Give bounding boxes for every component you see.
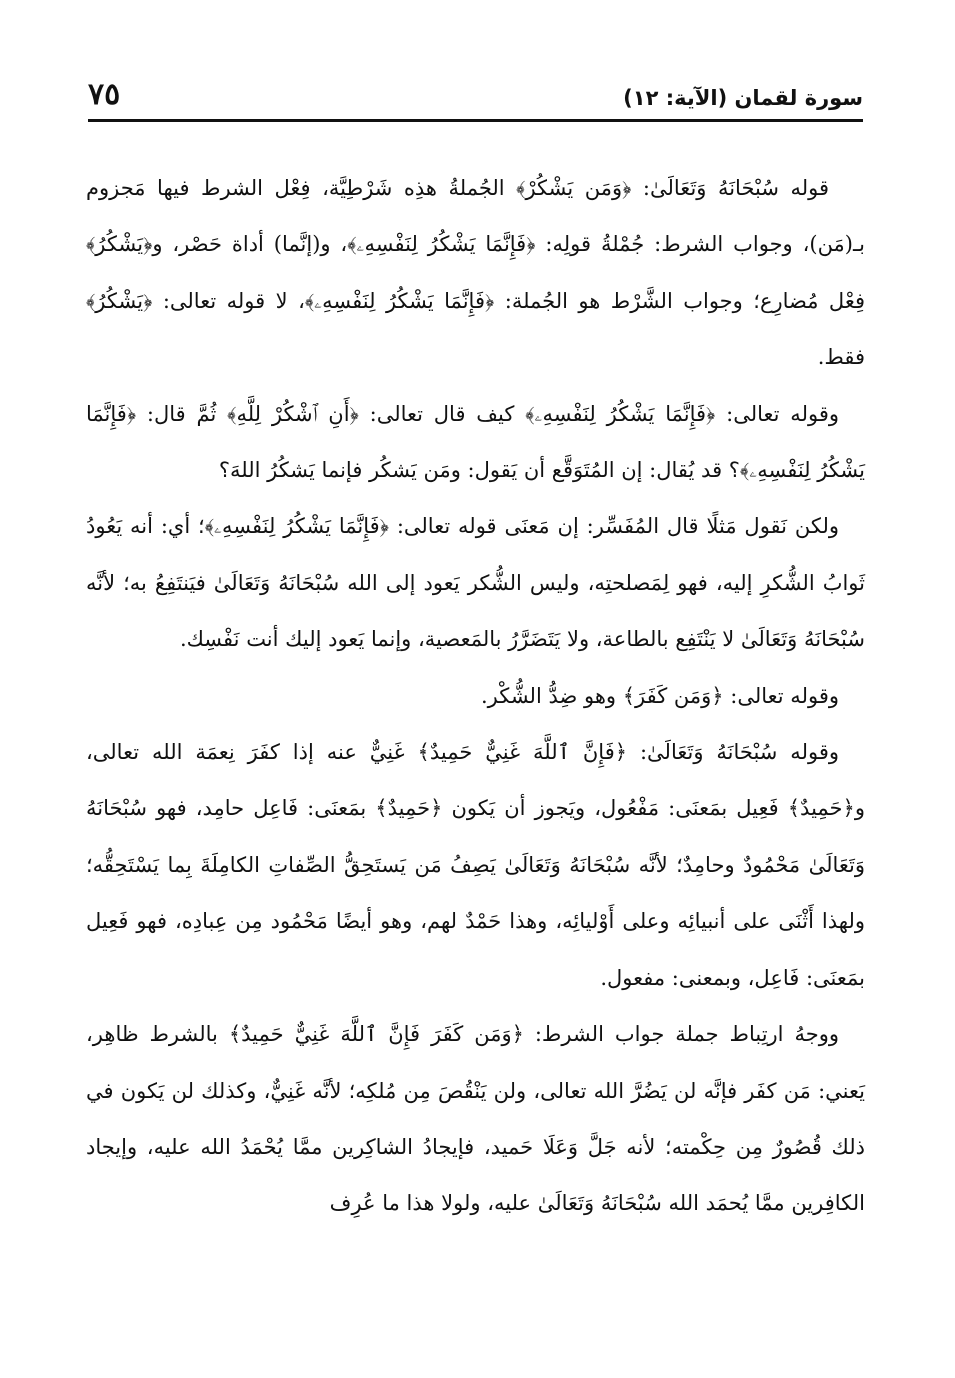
page-body: [86, 160, 865, 1232]
paragraph-5: وقوله سُبْحَانَهُ وَتَعَالَىٰ: ﴿فَإِنَّ ٱللَّهَ غَنِيٌّ حَمِيدٌ﴾ غَنِيٌّ عنه إذا كفَرَ نِعمَة الله تعالى، و﴿حَمِيدٌ﴾ فَعِيل بمَعنَى: مَفْعُول، ويَجوز أن يَكون ﴿حَمِيدٌ﴾ بمَعنَى: فَاعِل حامِد، فهو سُبْحَانَهُ وَتَعَالَىٰ مَحْمُودٌ وحامِدٌ؛ لأنَّه سُبْحَانَهُ وَتَعَالَىٰ يَصِفُ مَن يَستَحِقُّ الصِّفاتِ الكامِلَةَ بِما يَسْتَحِقُّه؛ ولهذا أَثْنَى على أنبيائِه وعلى أَوْليائِه، وهذا حَمْدٌ لهم، وهو أيضًا مَحْمُود مِن عِبادِه، فهو فَعِيل بمَعنَى: فَاعِل، وبمعنى: مفعول.: [86, 740, 865, 990]
paragraph-4: وقوله تعالى: ﴿وَمَن كَفَرَ﴾ وهو ضِدُّ الشُّكْر.: [480, 683, 839, 708]
header-rule: [88, 119, 863, 122]
paragraph-2: وقوله تعالى: ﴿فَإِنَّمَا يَشْكُرُ لِنَفْسِهِۦ﴾ كيف قال تعالى: ﴿أَنِ ٱشْكُرْ لِلَّهِ﴾ ثُمَّ قال: ﴿فَإِنَّمَا يَشْكُرُ لِنَفْسِهِۦ﴾؟ قد يُقال: إن المُتَوَقَّع أن يَقول: ومَن يَشكُر فإنما يَشكُرُ اللهَ؟: [86, 401, 865, 483]
paragraph-3: ولكن نَقول مَثلًا قال المُفَسِّر: إن مَعنَى قوله تعالى: ﴿فَإِنَّمَا يَشْكُرُ لِنَفْسِهِۦ﴾؛ أي: أنه يَعُودُ ثَوابُ الشُّكرِ إليه، فهو لِمَصلحتِه، وليس الشُّكر يَعود إلى الله سُبْحَانَهُ وَتَعَالَىٰ فيَنتَفِعُ به؛ لأنَّه سُبْحَانَهُ وَتَعَالَىٰ لا يَنْتَفِع بالطاعة، ولا يَتَضَرَّرُ بالمَعصية، وإنما يَعود إليك أنت نَفْسِك.: [86, 514, 865, 652]
paragraph-6: ووجهُ ارتِباط جملة جواب الشرط: ﴿وَمَن كَفَرَ فَإِنَّ ٱللَّهَ غَنِيٌّ حَمِيدٌ﴾ بالشرط ظاهِر، يَعني: مَن كفَر فإنَّه لن يَضُرَّ الله تعالى، ولن يَنْقُصَ مِن مُلكِه؛ لأنَّه غَنِيٌّ، وكذلك لن يَكون في ذلك قُصُورٌ مِن حِكْمته؛ لأنه جَلَّ وَعَلَا حَميد، فإيجادُ الشاكِرين ممَّا يُحْمَدُ الله عليه، وإيجاد الكافِرين ممَّا يُحمَد الله سُبْحَانَهُ وَتَعَالَىٰ عليه، ولولا هذا ما عُرِف: [86, 1022, 865, 1216]
paragraph-1: قوله سُبْحَانَهُ وَتَعَالَىٰ: ﴿وَمَن يَشْكُرْ﴾ الجُملةُ هذِه شَرْطِيَّة، فِعْل الشرط فيها مَجزوم بـ(مَن)، وجواب الشرط: جُمْلةُ قولِه: ﴿فَإِنَّمَا يَشْكُرُ لِنَفْسِهِۦ﴾، و(إنَّما) أداة حَصْر، و﴿يَشْكُرُ﴾ فِعْل مُضارِع؛ وجواب الشَّرْط هو الجُملة: ﴿فَإِنَّمَا يَشْكُرُ لِنَفْسِهِۦ﴾، لا قوله تعالى: ﴿يَشْكُرُ﴾ فقط.: [86, 176, 865, 370]
page-number: ٧٥: [88, 77, 121, 112]
running-title: سورة لقمان (الآية: ١٢): [623, 86, 863, 110]
page-header: [88, 78, 863, 122]
